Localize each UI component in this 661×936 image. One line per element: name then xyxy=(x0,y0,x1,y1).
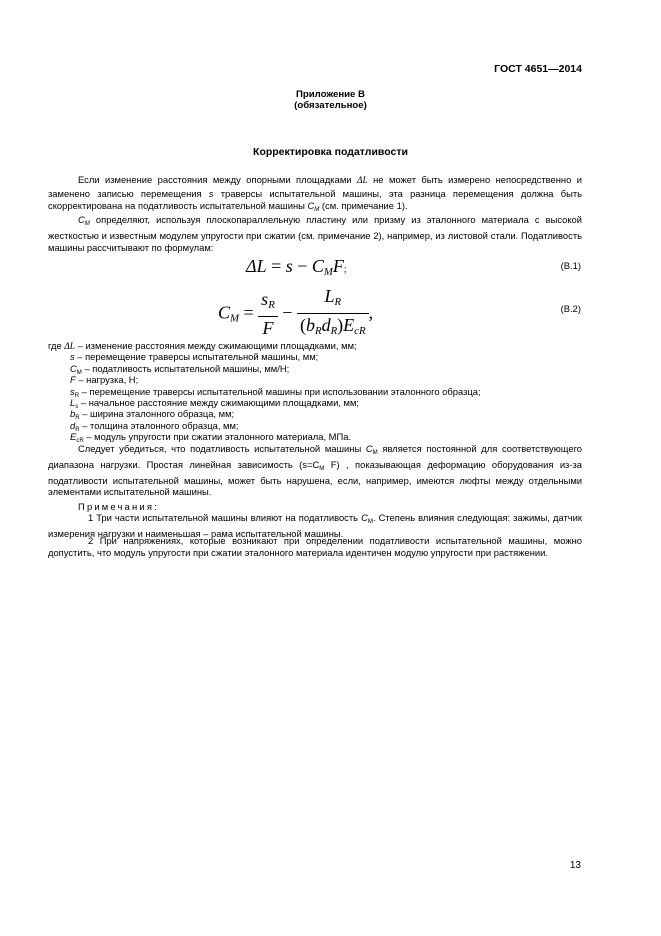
def-text: – перемещение траверсы испытательной машины при использовании эталонного образца; xyxy=(79,385,481,397)
formula-subscript: cR xyxy=(354,325,366,337)
paragraph-3 xyxy=(48,443,582,498)
text: 1 Три части испытательной машины влияют на податливость xyxy=(88,512,362,523)
formula-symbol: C xyxy=(311,256,324,276)
definition-row xyxy=(48,363,588,374)
symbol-c: C xyxy=(78,214,85,225)
symbol-definitions xyxy=(48,340,588,443)
numerator xyxy=(297,285,369,314)
symbol-sub: M xyxy=(314,205,320,213)
formula-operator: = xyxy=(239,302,259,323)
paragraph-2 xyxy=(48,214,582,253)
symbol-c: C xyxy=(307,199,315,211)
formula-operator: = xyxy=(266,256,286,276)
standard-number: ГОСТ 4651—2014 xyxy=(494,63,582,75)
numerator xyxy=(258,288,278,317)
definition-row xyxy=(48,420,588,431)
definition-row xyxy=(48,431,588,445)
def-symbol: s xyxy=(70,351,75,363)
def-text: – модуль упругости при сжатии эталонного материала, МПа. xyxy=(83,431,352,443)
formula-subscript: M xyxy=(323,266,333,278)
definition-row xyxy=(48,386,588,397)
formula-b2 xyxy=(218,285,374,338)
def-text: – толщина эталонного образца, мм; xyxy=(79,419,239,431)
formula-subscript: R xyxy=(268,299,275,311)
formula-symbol: E xyxy=(343,315,355,335)
def-symbol: d xyxy=(70,419,76,431)
def-text: – ширина эталонного образца, мм; xyxy=(79,408,235,420)
notes-heading: Примечания: xyxy=(78,501,159,512)
formula-symbol: C xyxy=(218,302,231,323)
def-subscript: R xyxy=(75,425,80,433)
def-symbol: L xyxy=(70,396,76,408)
def-symbol: ΔL xyxy=(64,342,76,352)
symbol-sub: M xyxy=(319,464,325,472)
text: Следует убедиться, что податливость испытательной машины xyxy=(78,443,366,454)
def-text: – податливость испытательной машины, мм/Н; xyxy=(81,362,290,374)
formula-symbol: ΔL xyxy=(246,256,267,276)
denominator: F xyxy=(262,318,274,338)
symbol-sub: M xyxy=(84,220,90,227)
def-symbol: b xyxy=(70,408,76,420)
def-subscript: M xyxy=(76,368,82,376)
symbol-c: C xyxy=(361,512,368,523)
text: траверсы испытательной машины, эта разница перемещения должна быть скорректирована на податливость испытательной машины xyxy=(48,187,582,211)
formula-symbol: s xyxy=(285,256,293,276)
symbol-sub: M xyxy=(367,518,373,525)
formula-symbol: d xyxy=(321,315,331,335)
fraction-1 xyxy=(258,288,278,339)
page-number: 13 xyxy=(569,860,581,871)
text: определяют, используя плоскопараллельную пластину или призму из эталонного материала с высокой жесткостью и известным модулем упругости при сжатии (см. примечание 2), например, из листовой стали. Податливость машины рассчитывают по формулам: xyxy=(48,214,582,253)
formula-bracket: ) xyxy=(337,315,344,335)
text: (см. примечание 1). xyxy=(319,199,408,211)
section-title: Корректировка податливости xyxy=(253,146,408,158)
annex-status: (обязательное) xyxy=(294,100,367,111)
def-text: – начальное расстояние между сжимающими площадками, мм; xyxy=(78,396,360,408)
formula-symbol: b xyxy=(305,315,315,335)
formula-punct: ; xyxy=(343,264,347,275)
def-text: – перемещение траверсы испытательной машины, мм; xyxy=(74,351,319,363)
formula-subscript: R xyxy=(330,325,338,337)
symbol-c: C xyxy=(365,443,373,454)
def-symbol: C xyxy=(70,362,77,374)
where-lead: где xyxy=(48,340,65,351)
formula-symbol: F xyxy=(332,256,344,276)
definition-row xyxy=(48,340,588,351)
annex-title: Приложение В xyxy=(296,89,365,100)
def-text: – изменение расстояния между сжимающими площадками, мм; xyxy=(75,340,357,351)
text: Если изменение расстояния между опорными площадками xyxy=(78,174,357,185)
formula-bracket: ( xyxy=(299,315,306,335)
equation-number-b1: (B.1) xyxy=(560,260,581,271)
def-subscript: s xyxy=(75,402,79,410)
formula-subscript: R xyxy=(314,325,322,337)
equation-number-b2: (B.2) xyxy=(560,303,581,314)
definition-row xyxy=(48,374,588,385)
formula-punct: , xyxy=(368,302,374,323)
symbol-s: s xyxy=(208,187,214,199)
formula-operator: − xyxy=(277,302,297,323)
text: . Степень влияния следующая: зажимы, датчик измерения нагрузки и наименьшая – рама испытательной машины. xyxy=(48,512,582,539)
definition-row xyxy=(48,408,588,422)
definition-row xyxy=(48,351,588,362)
note-2: 2 При напряжениях, которые возникают при определении податливости испытательной машины, можно допустить, что модуль упругости при сжатии эталонного материала идентичен модулю упругости при растяжении. xyxy=(48,535,582,558)
formula-subscript: R xyxy=(334,296,342,308)
def-subscript: cR xyxy=(76,437,84,445)
def-symbol: E xyxy=(70,431,77,443)
def-symbol: F xyxy=(70,374,76,386)
definition-row xyxy=(48,397,588,408)
def-text: – нагрузка, Н; xyxy=(75,374,139,386)
formula-symbol: L xyxy=(324,286,335,306)
formula-subscript: M xyxy=(230,312,240,325)
def-subscript: R xyxy=(74,391,80,399)
text: не может быть измерено непосредственно и заменено записью перемещения xyxy=(48,174,582,199)
text: является постоянной для соответствующего диапазона нагрузки. Простая линейная зависимость (s=C xyxy=(48,443,582,470)
denominator xyxy=(297,314,369,342)
symbol-delta-l: ΔL xyxy=(356,176,368,186)
fraction-2 xyxy=(297,285,369,342)
formula-b1 xyxy=(246,255,347,283)
def-subscript: R xyxy=(75,414,80,422)
text: F) , показывающая деформацию оборудования из-за податливости испытательной машины, может быть нарушена, если, например, имеются люфты между отдельными элементами испытательной машины. xyxy=(48,458,582,498)
symbol-sub: M xyxy=(372,449,378,456)
def-symbol: s xyxy=(70,385,75,397)
paragraph-1 xyxy=(48,174,582,215)
formula-symbol: s xyxy=(261,289,269,309)
formula-operator: − xyxy=(292,256,312,276)
